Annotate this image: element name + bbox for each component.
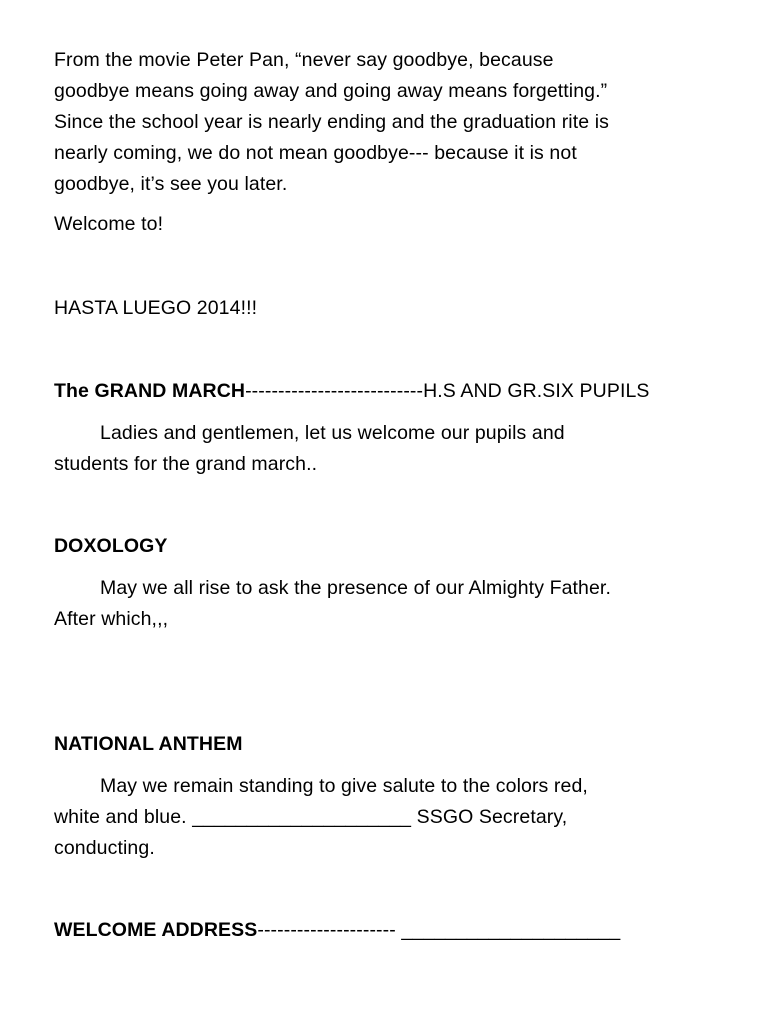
grand-march-paragraph [54,418,724,480]
doxology-heading [54,531,724,562]
welcome-line [54,209,724,240]
intro-line: nearly coming, we do not mean goodbye--- because it is not [54,142,577,164]
intro-line: goodbye means going away and going away means forgetting.” [54,80,608,102]
national-anthem-paragraph [54,771,724,864]
welcome-address-heading-line [54,915,724,946]
grand-march-title: The GRAND MARCH [54,380,246,402]
doxology-line: May we all rise to ask the presence of our Almighty Father. [100,577,611,599]
welcome-address-heading [54,915,724,946]
national-anthem-heading [54,729,724,760]
doxology-paragraph [54,573,724,635]
grand-march-heading [54,376,724,407]
doxology-title: DOXOLOGY [54,535,168,557]
national-anthem-line: white and blue. ____________________ SSGO Secretary, [54,806,568,828]
welcome-address-trail: --------------------- ____________________ [257,919,621,941]
grand-march-heading-line [54,376,724,407]
grand-march-line: Ladies and gentlemen, let us welcome our pupils and [100,422,565,444]
event-title [54,293,724,324]
doxology-line: After which,,, [54,608,169,630]
grand-march-trail: ---------------------------H.S AND GR.SIX PUPILS [245,380,650,402]
national-anthem-title: NATIONAL ANTHEM [54,733,243,755]
welcome-address-title: WELCOME ADDRESS [54,919,258,941]
intro-paragraph [54,45,724,200]
intro-line: Since the school year is nearly ending and the graduation rite is [54,111,610,133]
intro-line: From the movie Peter Pan, “never say goodbye, because [54,49,554,71]
welcome-text: Welcome to! [54,213,164,235]
national-anthem-line: May we remain standing to give salute to the colors red, [100,775,588,797]
intro-line: goodbye, it’s see you later. [54,173,288,195]
event-title-text: HASTA LUEGO 2014!!! [54,297,258,319]
grand-march-line: students for the grand march.. [54,453,318,475]
national-anthem-line: conducting. [54,837,155,859]
